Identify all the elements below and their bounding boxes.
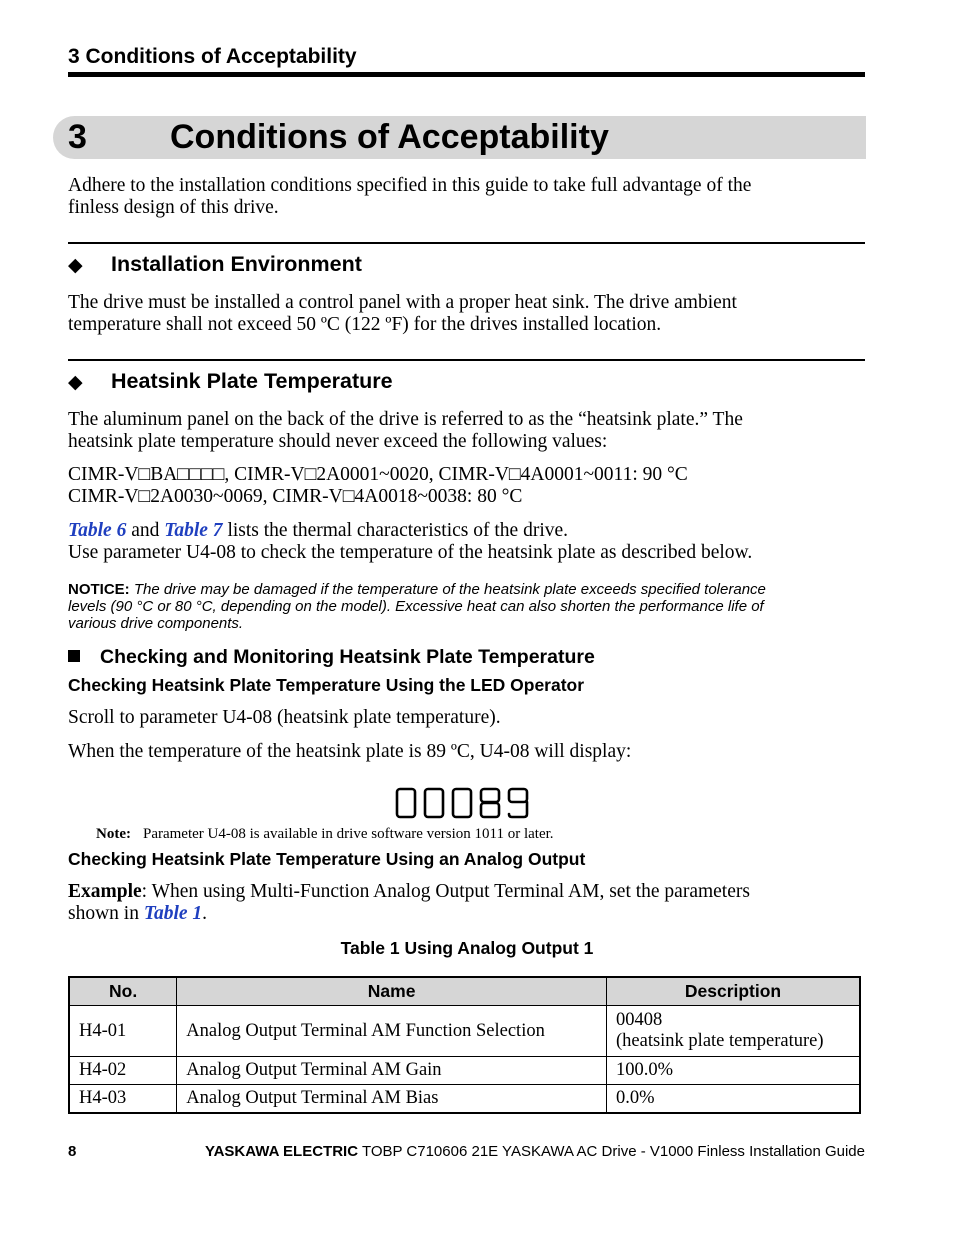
- table-caption: Table 1 Using Analog Output 1: [340, 938, 594, 958]
- column-header-no: No.: [69, 977, 177, 1006]
- cell-name: Analog Output Terminal AM Gain: [177, 1057, 607, 1085]
- analog-output-heading: Checking Heatsink Plate Temperature Using an Analog Output: [68, 849, 586, 869]
- led-operator-heading: Checking Heatsink Plate Temperature Using the LED Operator: [68, 675, 585, 695]
- section-divider: [68, 359, 865, 361]
- page-number: 8: [68, 1143, 77, 1160]
- cell-name: Analog Output Terminal AM Bias: [177, 1085, 607, 1114]
- example-label: Example: [68, 881, 142, 902]
- section-divider: [68, 242, 865, 244]
- table-row: [69, 1057, 860, 1085]
- intro-paragraph: Adhere to the installation conditions specified in this guide to take full advantage of the finless design of this drive.: [68, 175, 752, 218]
- led-digit: [481, 789, 499, 817]
- display-instruction: When the temperature of the heatsink plate is 89 ºC, U4-08 will display:: [68, 741, 632, 762]
- cell-description: 0.0%: [607, 1085, 861, 1114]
- checking-heading: Checking and Monitoring Heatsink Plate Temperature: [68, 646, 595, 669]
- footer-brand: YASKAWA ELECTRIC: [204, 1143, 359, 1160]
- heatsink-heading: ◆ Heatsink Plate Temperature: [68, 368, 90, 396]
- notice-box: NOTICE: The drive may be damaged if the temperature of the heatsink plate exceeds specified tolerance levels (90 °C or 80 °C, depending on the model). Excessive heat can also shorten the performance life of various drive components.: [68, 581, 766, 632]
- diamond-bullet-icon: ◆: [68, 255, 83, 276]
- section-number: 3: [68, 118, 87, 156]
- heatsink-paragraph: The aluminum panel on the back of the drive is referred to as the “heatsink plate.” The heatsink plate temperature should never exceed the following values:: [68, 409, 743, 452]
- cell-no: H4-02: [69, 1057, 177, 1085]
- header-rule: [68, 72, 865, 77]
- note: Note: Parameter U4-08 is available in drive software version 1011 or later.: [96, 826, 554, 842]
- temperature-limits: CIMR-V□BA□□□□, CIMR-V□2A0001~0020, CIMR-V□4A0001~0011: 90 °C CIMR-V□2A0030~0069, CIMR-V□4A0018~0038: 80 °C: [68, 464, 688, 507]
- table-row: [69, 1006, 860, 1057]
- column-header-name: Name: [177, 977, 607, 1006]
- cell-description: 00408 (heatsink plate temperature): [607, 1006, 861, 1057]
- led-digit: [453, 789, 471, 817]
- table-header-row: [69, 977, 860, 1006]
- note-label: Note:: [96, 826, 131, 842]
- section-title: Conditions of Acceptability: [170, 118, 609, 156]
- led-digit: [397, 789, 415, 817]
- thermal-reference: Table 6 and Table 7 lists the thermal characteristics of the drive. Use parameter U4-08 to check the temperature of the heatsink plate as described below.: [68, 520, 753, 563]
- example-paragraph: Example: When using Multi-Function Analog Output Terminal AM, set the parameters shown in Table 1.: [68, 881, 750, 924]
- running-header: 3 Conditions of Acceptability: [68, 45, 357, 68]
- cell-description: 100.0%: [607, 1057, 861, 1085]
- table-6-link[interactable]: Table 6: [68, 520, 127, 541]
- footer-doc-info: YASKAWA ELECTRIC TOBP C710606 21E YASKAWA AC Drive - V1000 Finless Installation Guide: [204, 1143, 865, 1160]
- analog-output-table: [68, 976, 861, 1114]
- square-bullet-icon: [68, 650, 80, 662]
- column-header-description: Description: [607, 977, 861, 1006]
- install-env-heading: ◆ Installation Environment: [68, 251, 90, 279]
- cell-no: H4-03: [69, 1085, 177, 1114]
- notice-label: NOTICE:: [68, 581, 130, 598]
- scroll-instruction: Scroll to parameter U4-08 (heatsink plate temperature).: [68, 707, 501, 728]
- table-1-link[interactable]: Table 1: [143, 903, 203, 924]
- cell-name: Analog Output Terminal AM Function Selection: [177, 1006, 607, 1057]
- diamond-bullet-icon: ◆: [68, 372, 83, 393]
- led-digit: [509, 789, 527, 817]
- cell-no: H4-01: [69, 1006, 177, 1057]
- led-display: [394, 786, 534, 822]
- led-digit: [425, 789, 443, 817]
- table-7-link[interactable]: Table 7: [164, 520, 223, 541]
- table-row: [69, 1085, 860, 1114]
- install-env-paragraph: The drive must be installed a control panel with a proper heat sink. The drive ambient temperature shall not exceed 50 ºC (122 ºF) for the drives installed location.: [68, 292, 737, 335]
